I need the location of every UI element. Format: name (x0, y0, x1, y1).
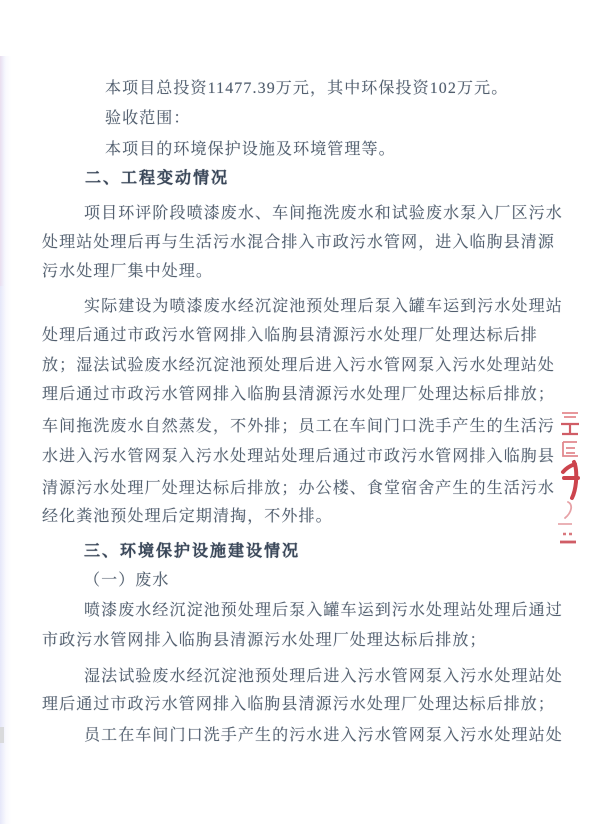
scan-edge-tint (0, 56, 4, 286)
doc-line: 处理后通过市政污水管网排入临朐县清源污水处理厂处理达标后排 (42, 327, 538, 344)
doc-line-scope-label: 验收范围： (105, 110, 191, 127)
doc-line: 理后通过市政污水管网排入临朐县清源污水处理厂处理达标后排放； (42, 386, 556, 403)
section-heading-3: 三、环境保护设施建设情况 (84, 543, 301, 560)
doc-line: 喷漆废水经沉淀池预处理后泵入罐车运到污水处理站处理后通过 (84, 602, 563, 619)
doc-line: 市政污水管网排入临朐县清源污水处理厂处理达标后排放； (42, 632, 487, 649)
doc-line: 水进入污水管网泵入污水处理站处理后通过市政污水管网排入临朐县 (42, 448, 556, 465)
scan-corner-artifact (0, 727, 4, 743)
scan-edge-shadow (0, 56, 11, 824)
doc-line: 理后通过市政污水管网排入临朐县清源污水处理厂处理达标后排放； (42, 696, 556, 713)
doc-line-investment: 本项目总投资11477.39万元，其中环保投资102万元。 (105, 80, 509, 97)
doc-line-scope-body: 本项目的环境保护设施及环境管理等。 (105, 141, 396, 158)
doc-line: 员工在车间门口洗手产生的污水进入污水管网泵入污水处理站处 (84, 727, 563, 744)
doc-line: 项目环评阶段喷漆废水、车间拖洗废水和试验废水泵入厂区污水 (84, 205, 563, 222)
doc-line: 实际建设为喷漆废水经沉淀池预处理后泵入罐车运到污水处理站 (84, 298, 563, 315)
subsection-heading-wastewater: （一）废水 (84, 572, 170, 589)
doc-line: 处理站处理后再与生活污水混合排入市政污水管网，进入临朐县清源 (42, 234, 556, 251)
doc-line: 经化粪池预处理后定期清掏，不外排。 (42, 508, 333, 525)
doc-line: 放；湿法试验废水经沉淀池预处理后进入污水管网泵入污水处理站处 (42, 357, 556, 374)
doc-line: 车间拖洗废水自然蒸发，不外排；员工在车间门口洗手产生的生活污 (42, 418, 556, 435)
doc-line: 清源污水处理厂处理达标后排放；办公楼、食堂宿舍产生的生活污水 (42, 480, 556, 497)
doc-line: 污水处理厂集中处理。 (42, 263, 214, 280)
section-heading-2: 二、工程变动情况 (85, 170, 230, 187)
doc-line: 湿法试验废水经沉淀池预处理后进入污水管网泵入污水处理站处 (84, 668, 563, 685)
red-seal-fragment-icon (548, 406, 600, 556)
